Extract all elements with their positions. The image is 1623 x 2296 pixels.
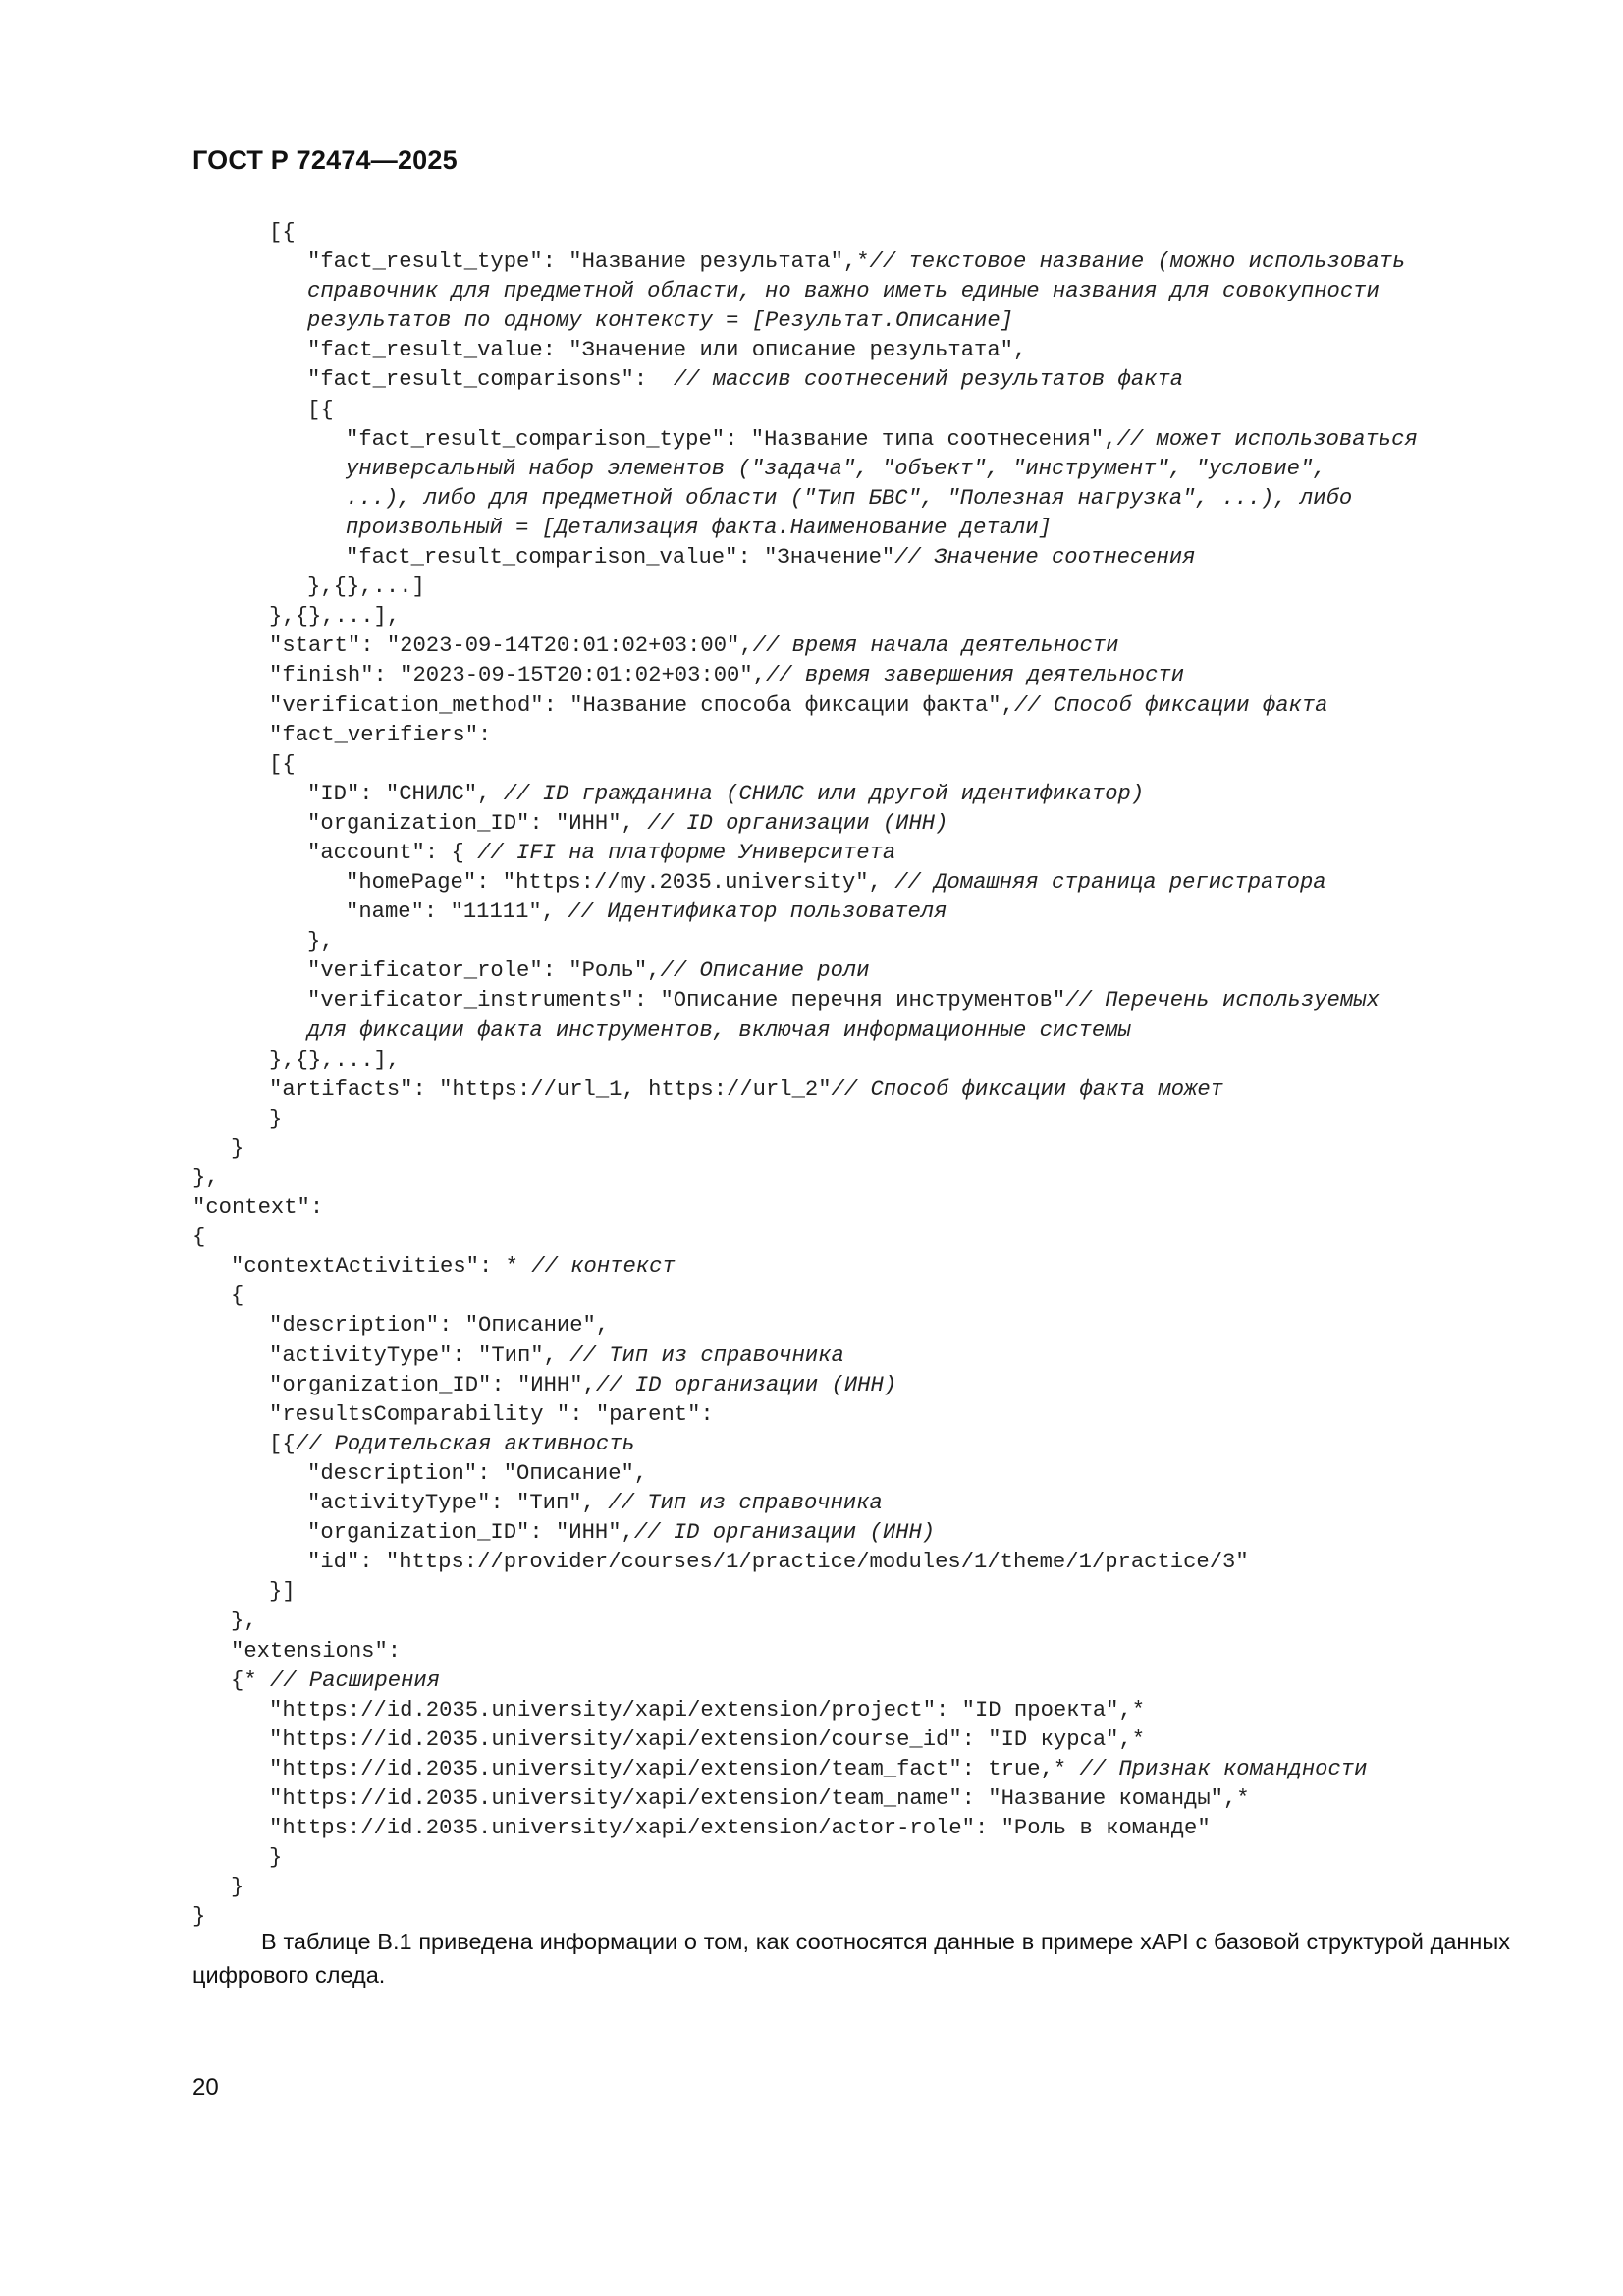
code-text: [{ xyxy=(269,220,296,245)
code-comment: // может использоваться xyxy=(1116,426,1418,452)
code-comment: // Значение соотнесения xyxy=(894,545,1196,571)
code-line xyxy=(192,1164,1567,1193)
code-line xyxy=(192,1489,1567,1518)
document-header: ГОСТ Р 72474—2025 xyxy=(192,145,458,175)
code-text: }] xyxy=(269,1579,296,1605)
code-comment: // Домашняя страница регистратора xyxy=(894,870,1326,896)
code-comment: справочник для предметной области, но важно иметь единые названия для совокупности xyxy=(307,279,1380,304)
code-line xyxy=(192,543,1567,573)
code-text: "start": "2023-09-14T20:01:02+03:00", xyxy=(269,633,753,659)
code-text: "verification_method": "Название способа фиксации факта", xyxy=(269,692,1014,718)
code-text: "description": "Описание", xyxy=(307,1460,648,1486)
code-line xyxy=(192,957,1567,986)
code-text: "fact_result_comparison_value": "Значение" xyxy=(346,545,895,571)
code-line xyxy=(192,1518,1567,1548)
code-line xyxy=(192,1193,1567,1223)
code-text: "finish": "2023-09-15T20:01:02+03:00", xyxy=(269,663,766,688)
code-line xyxy=(192,1282,1567,1311)
code-line xyxy=(192,1637,1567,1667)
code-comment: // ID организации (ИНН) xyxy=(633,1520,936,1546)
code-line xyxy=(192,277,1567,306)
code-text: },{},...], xyxy=(269,1047,401,1072)
code-text: "ID": "СНИЛС", xyxy=(307,781,504,806)
code-comment: универсальный набор элементов ("задача", "объект", "инструмент", "условие", xyxy=(346,456,1326,481)
code-text: "artifacts": "https://url_1, https://url_2" xyxy=(269,1076,832,1102)
code-text: "name": "11111", xyxy=(346,900,568,925)
code-comment: // IFI на платформе Университета xyxy=(477,840,896,865)
code-text: "fact_result_comparison_type": "Название типа соотнесения", xyxy=(346,426,1117,452)
code-comment: для фиксации факта инструментов, включая информационные системы xyxy=(307,1017,1131,1043)
code-text: "fact_result_value: "Значение или описание результата", xyxy=(307,338,1027,363)
code-line xyxy=(192,573,1567,602)
code-text: } xyxy=(269,1106,283,1131)
code-line xyxy=(192,365,1567,395)
code-text: "activityType": "Тип", xyxy=(269,1342,570,1368)
code-line xyxy=(192,1016,1567,1046)
code-comment: // Тип из справочника xyxy=(569,1342,844,1368)
code-text: "description": "Описание", xyxy=(269,1313,610,1339)
code-listing xyxy=(192,218,1567,1932)
code-line xyxy=(192,927,1567,957)
code-line xyxy=(192,1577,1567,1607)
code-line xyxy=(192,1784,1567,1814)
code-line xyxy=(192,750,1567,780)
code-line xyxy=(192,455,1567,484)
code-text: } xyxy=(269,1845,283,1871)
code-text: "homePage": "https://my.2035.university", xyxy=(346,870,895,896)
code-text: [{ xyxy=(269,1431,296,1456)
code-comment: // Способ фиксации факта может xyxy=(831,1076,1223,1102)
code-line xyxy=(192,1311,1567,1340)
code-text: "id": "https://provider/courses/1/practice/modules/1/theme/1/practice/3" xyxy=(307,1550,1249,1575)
code-comment: // массив соотнесений результатов факта xyxy=(673,367,1184,393)
code-line xyxy=(192,514,1567,543)
code-text: "https://id.2035.university/xapi/extension/team_name": "Название команды",* xyxy=(269,1785,1250,1811)
code-line xyxy=(192,602,1567,631)
code-line xyxy=(192,1134,1567,1164)
code-text: },{},...], xyxy=(269,604,401,629)
page-number: 20 xyxy=(192,2074,219,2101)
code-line xyxy=(192,1400,1567,1430)
code-comment: // текстовое название (можно использовать xyxy=(869,249,1406,275)
code-text: "verificator_instruments": "Описание перечня инструментов" xyxy=(307,988,1066,1013)
code-line xyxy=(192,780,1567,809)
code-text: { xyxy=(192,1225,206,1250)
code-text: "organization_ID": "ИНН", xyxy=(269,1372,596,1397)
code-line xyxy=(192,425,1567,455)
code-line xyxy=(192,1607,1567,1636)
body-paragraph: В таблице В.1 приведена информации о том, как соотносятся данные в примере xAPI с базовой структурой данных цифрового следа. xyxy=(192,1929,1510,1988)
code-text: "context": xyxy=(192,1195,324,1221)
code-line xyxy=(192,1755,1567,1784)
code-line xyxy=(192,1873,1567,1902)
code-line xyxy=(192,1814,1567,1843)
code-line xyxy=(192,247,1567,277)
code-text: } xyxy=(192,1904,206,1930)
code-line xyxy=(192,986,1567,1015)
code-comment: // ID организации (ИНН) xyxy=(595,1372,897,1397)
code-line xyxy=(192,1430,1567,1459)
code-line xyxy=(192,839,1567,868)
code-text: "fact_verifiers": xyxy=(269,722,492,747)
code-line xyxy=(192,809,1567,839)
code-text: "https://id.2035.university/xapi/extension/actor-role": "Роль в команде" xyxy=(269,1816,1211,1841)
code-comment: // Идентификатор пользователя xyxy=(568,900,947,925)
code-comment: // Перечень используемых xyxy=(1065,988,1380,1013)
code-comment: // Описание роли xyxy=(660,958,870,984)
code-comment: // ID организации (ИНН) xyxy=(647,810,948,836)
code-comment: ...), либо для предметной области ("Тип БВС", "Полезная нагрузка", ...), либо xyxy=(346,485,1353,511)
code-line xyxy=(192,484,1567,514)
code-text: "fact_result_comparisons": xyxy=(307,367,674,393)
code-line xyxy=(192,868,1567,898)
code-line xyxy=(192,1843,1567,1873)
code-line xyxy=(192,1667,1567,1696)
code-line xyxy=(192,631,1567,661)
code-text: "https://id.2035.university/xapi/extension/course_id": "ID курса",* xyxy=(269,1726,1146,1752)
code-text: } xyxy=(231,1875,244,1900)
code-line xyxy=(192,1105,1567,1134)
code-line xyxy=(192,336,1567,365)
code-text: "https://id.2035.university/xapi/extension/team_fact": true,* xyxy=(269,1756,1080,1781)
code-line xyxy=(192,691,1567,721)
code-comment: // Способ фиксации факта xyxy=(1013,692,1328,718)
code-comment: результатов по одному контексту = [Результат.Описание] xyxy=(307,308,1013,334)
code-comment: произвольный = [Детализация факта.Наименование детали] xyxy=(346,515,1052,540)
code-line xyxy=(192,1252,1567,1282)
code-text: { xyxy=(231,1284,244,1309)
code-text: "fact_result_type": "Название результата",* xyxy=(307,249,870,275)
code-text: "extensions": xyxy=(231,1638,402,1664)
code-line xyxy=(192,218,1567,247)
code-line xyxy=(192,1075,1567,1105)
code-line xyxy=(192,1371,1567,1400)
code-text: },{},...] xyxy=(307,574,425,600)
code-text: {* xyxy=(231,1667,270,1693)
code-text: [{ xyxy=(307,397,334,422)
code-text: "https://id.2035.university/xapi/extension/project": "ID проекта",* xyxy=(269,1697,1146,1722)
code-line xyxy=(192,1725,1567,1755)
code-text: }, xyxy=(192,1166,219,1190)
code-text: "verificator_role": "Роль", xyxy=(307,958,661,984)
code-line xyxy=(192,1223,1567,1252)
code-comment: // Расширения xyxy=(269,1667,441,1693)
code-comment: // Признак командности xyxy=(1079,1756,1368,1781)
code-line xyxy=(192,1046,1567,1075)
code-comment: // время завершения деятельности xyxy=(765,663,1185,688)
code-line xyxy=(192,898,1567,927)
code-comment: // ID гражданина (СНИЛС или другой идентификатор) xyxy=(503,781,1145,806)
code-text: [{ xyxy=(269,751,296,777)
code-text: "organization_ID": "ИНН", xyxy=(307,810,648,836)
code-text: }, xyxy=(231,1609,257,1634)
code-line xyxy=(192,1696,1567,1725)
code-line xyxy=(192,396,1567,425)
code-comment: // контекст xyxy=(531,1254,676,1280)
code-line xyxy=(192,1341,1567,1371)
code-text: } xyxy=(231,1135,244,1161)
code-line xyxy=(192,306,1567,336)
code-comment: // Родительская активность xyxy=(295,1431,635,1456)
code-line xyxy=(192,721,1567,750)
code-text: "organization_ID": "ИНН", xyxy=(307,1520,634,1546)
code-text: }, xyxy=(307,929,334,955)
code-text: "activityType": "Тип", xyxy=(307,1491,609,1516)
code-line xyxy=(192,1548,1567,1577)
code-text: "resultsComparability ": "parent": xyxy=(269,1401,714,1427)
code-comment: // Тип из справочника xyxy=(608,1491,883,1516)
code-text: "contextActivities": * xyxy=(231,1254,532,1280)
code-line xyxy=(192,1459,1567,1489)
code-comment: // время начала деятельности xyxy=(752,633,1119,659)
code-line xyxy=(192,661,1567,690)
code-text: "account": { xyxy=(307,840,478,865)
